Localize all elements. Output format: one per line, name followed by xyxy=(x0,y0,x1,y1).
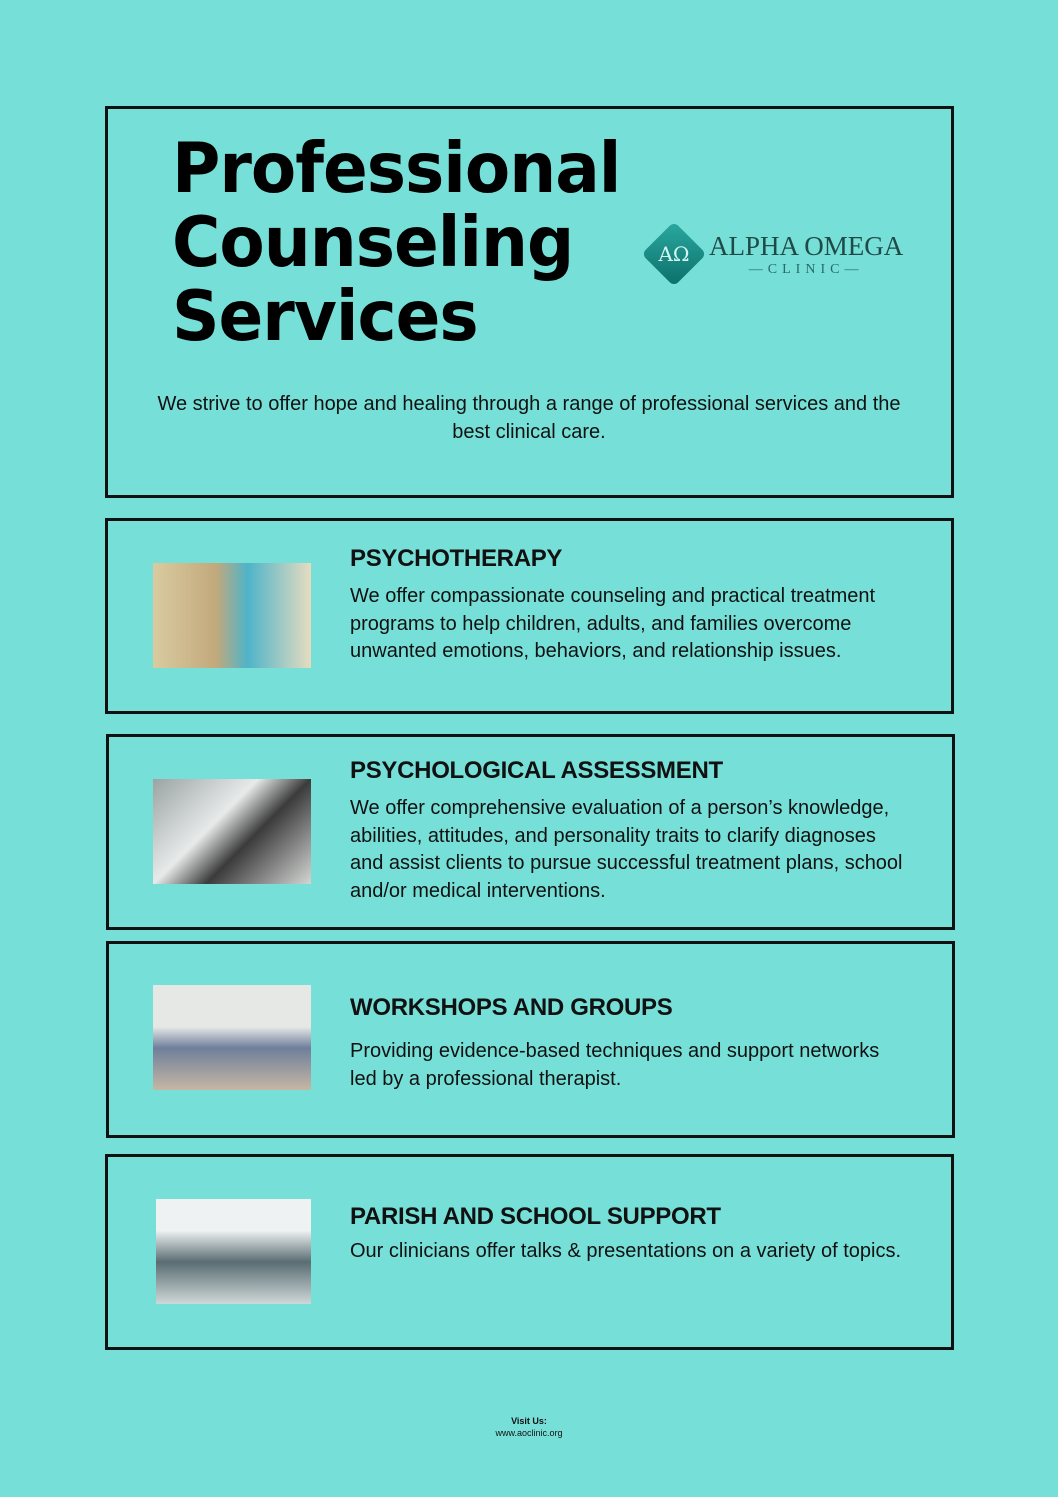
intro-text: We strive to offer hope and healing through a range of professional services and the best clinical care. xyxy=(157,393,901,443)
service-title: PSYCHOTHERAPY xyxy=(350,545,563,572)
parish-photo xyxy=(156,1199,311,1304)
assessment-photo xyxy=(153,779,311,884)
clinic-logo xyxy=(642,222,903,286)
footer xyxy=(0,1415,1058,1439)
title-line: Professional xyxy=(172,128,621,209)
service-text: Our clinicians offer talks & presentations on a variety of topics. xyxy=(350,1240,902,1262)
footer-label: Visit Us: xyxy=(511,1416,547,1426)
page-title xyxy=(172,128,621,357)
service-text: We offer compassionate counseling and practical treatment programs to help children, adults, and families overcome unwanted emotions, behaviors, and relationship issues. xyxy=(350,585,876,662)
logo-sub: —CLINIC— xyxy=(748,261,864,277)
service-title: PSYCHOLOGICAL ASSESSMENT xyxy=(350,757,723,784)
logo-name: ALPHA OMEGA xyxy=(709,230,904,261)
service-title: PARISH AND SCHOOL SUPPORT xyxy=(350,1203,721,1230)
service-title: WORKSHOPS AND GROUPS xyxy=(350,994,673,1021)
psychotherapy-photo xyxy=(153,563,311,668)
service-text: Providing evidence-based techniques and support networks led by a professional therapist. xyxy=(350,1040,880,1090)
workshops-photo xyxy=(153,985,311,1090)
title-line: Services xyxy=(172,276,478,357)
logo-icon: AΩ xyxy=(641,221,706,286)
service-text: We offer comprehensive evaluation of a person’s knowledge, abilities, attitudes, and personality traits to clarify diagnoses and assist clients to pursue successful treatment plans, school and/or medical interventions. xyxy=(350,797,903,902)
title-line: Counseling xyxy=(172,202,574,283)
website-link[interactable]: www.aoclinic.org xyxy=(495,1428,563,1438)
